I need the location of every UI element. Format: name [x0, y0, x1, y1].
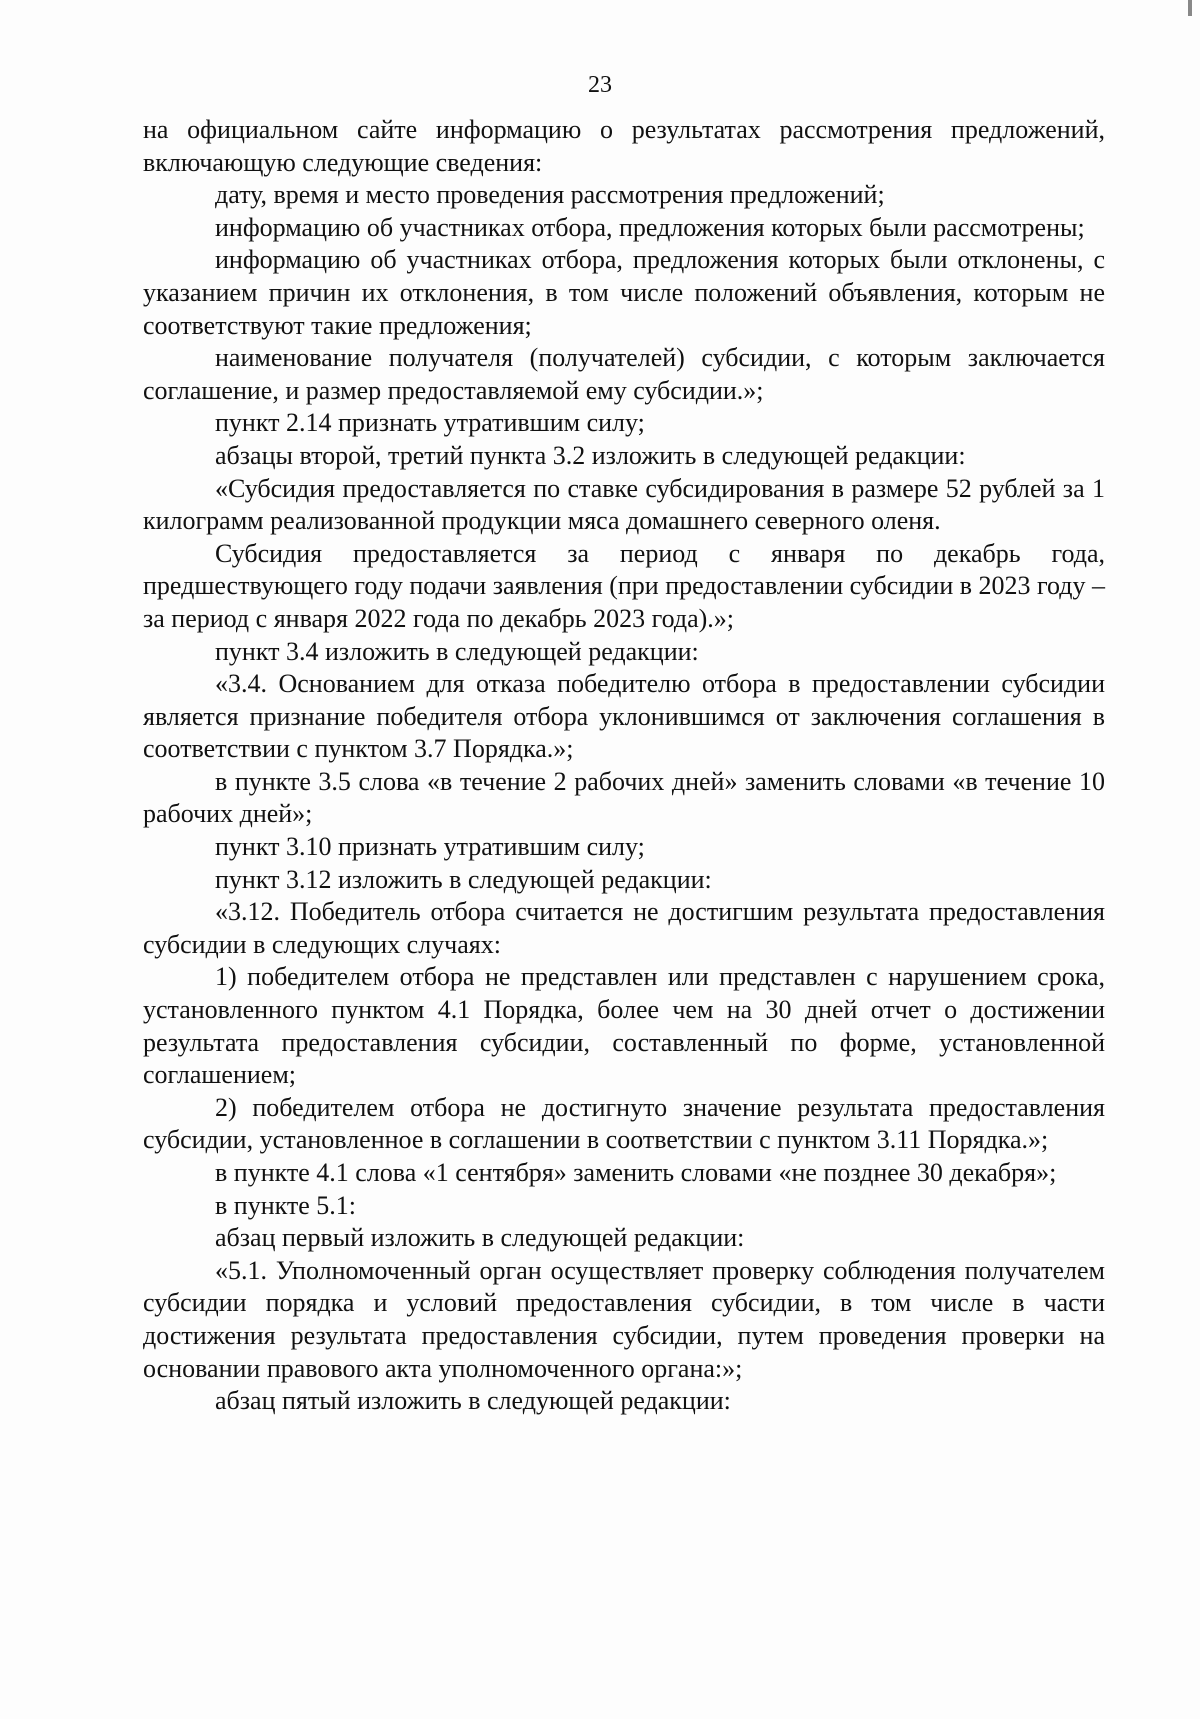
- paragraph: абзац пятый изложить в следующей редакции:: [215, 1386, 731, 1416]
- paragraph: «Субсидия предоставляется по ставке субсидирования в размере 52 рублей за 1 килограмм реализованной продукции мяса домашнего северного оленя.: [143, 473, 1105, 536]
- paragraph: в пункте 3.5 слова «в течение 2 рабочих дней» заменить словами «в течение 10 рабочих дней»;: [143, 766, 1105, 829]
- paragraph: пункт 3.12 изложить в следующей редакции:: [215, 864, 712, 894]
- paragraph: «3.4. Основанием для отказа победителю отбора в предоставлении субсидии является признание победителя отбора уклонившимся от заключения соглашения в соответствии с пунктом 3.7 Порядка.»;: [143, 669, 1105, 764]
- paragraph: пункт 3.10 признать утратившим силу;: [215, 832, 645, 862]
- paragraph: Субсидия предоставляется за период с января по декабрь года, предшествующего году подачи заявления (при предоставлении субсидии в 2023 году – за период с января 2022 года по декабрь 2023 года).»;: [143, 538, 1106, 633]
- paragraph: пункт 2.14 признать утратившим силу;: [215, 408, 645, 438]
- paragraph: в пункте 5.1:: [215, 1190, 357, 1220]
- paragraph: информацию об участниках отбора, предложения которых были рассмотрены;: [215, 212, 1085, 242]
- paragraph: наименование получателя (получателей) субсидии, с которым заключается соглашение, и размер предоставляемой ему субсидии.»;: [143, 343, 1105, 405]
- paragraph: абзацы второй, третий пункта 3.2 изложить в следующей редакции:: [215, 440, 966, 470]
- paragraph: в пункте 4.1 слова «1 сентября» заменить словами «не позднее 30 декабря»;: [215, 1158, 1057, 1187]
- paragraph: дату, время и место проведения рассмотрения предложений;: [215, 180, 885, 210]
- paragraph: «5.1. Уполномоченный орган осуществляет проверку соблюдения получателем субсидии порядка и условий предоставления субсидии, в том числе в части достижения результата предоставления субсидии, путем проведения проверки на основании правового акта уполномоченного органа:»;: [143, 1255, 1105, 1383]
- page-number: 23: [588, 72, 612, 98]
- paragraph: 2) победителем отбора не достигнуто значение результата предоставления субсидии, установленное в соглашении в соответствии с пунктом 3.11 Порядка.»;: [143, 1092, 1105, 1155]
- paragraph: на официальном сайте информацию о результатах рассмотрения предложений, включающую следующие сведения:: [143, 115, 1105, 177]
- paragraph: абзац первый изложить в следующей редакции:: [215, 1223, 745, 1253]
- paragraph: информацию об участниках отбора, предложения которых были отклонены, с указанием причин их отклонения, в том числе положений объявления, которым не соответствуют такие предложения;: [143, 245, 1105, 340]
- paragraph: «3.12. Победитель отбора считается не достигшим результата предоставления субсидии в следующих случаях:: [143, 897, 1105, 959]
- document-body: [143, 114, 1105, 1418]
- paragraph: пункт 3.4 изложить в следующей редакции:: [215, 636, 699, 666]
- paragraph: 1) победителем отбора не представлен или представлен с нарушением срока, установленного пунктом 4.1 Порядка, более чем на 30 дней отчет о достижении результата предоставления субсидии, составленный по форме, установленной соглашением;: [143, 962, 1105, 1090]
- scan-edge-mark: [1188, 0, 1192, 16]
